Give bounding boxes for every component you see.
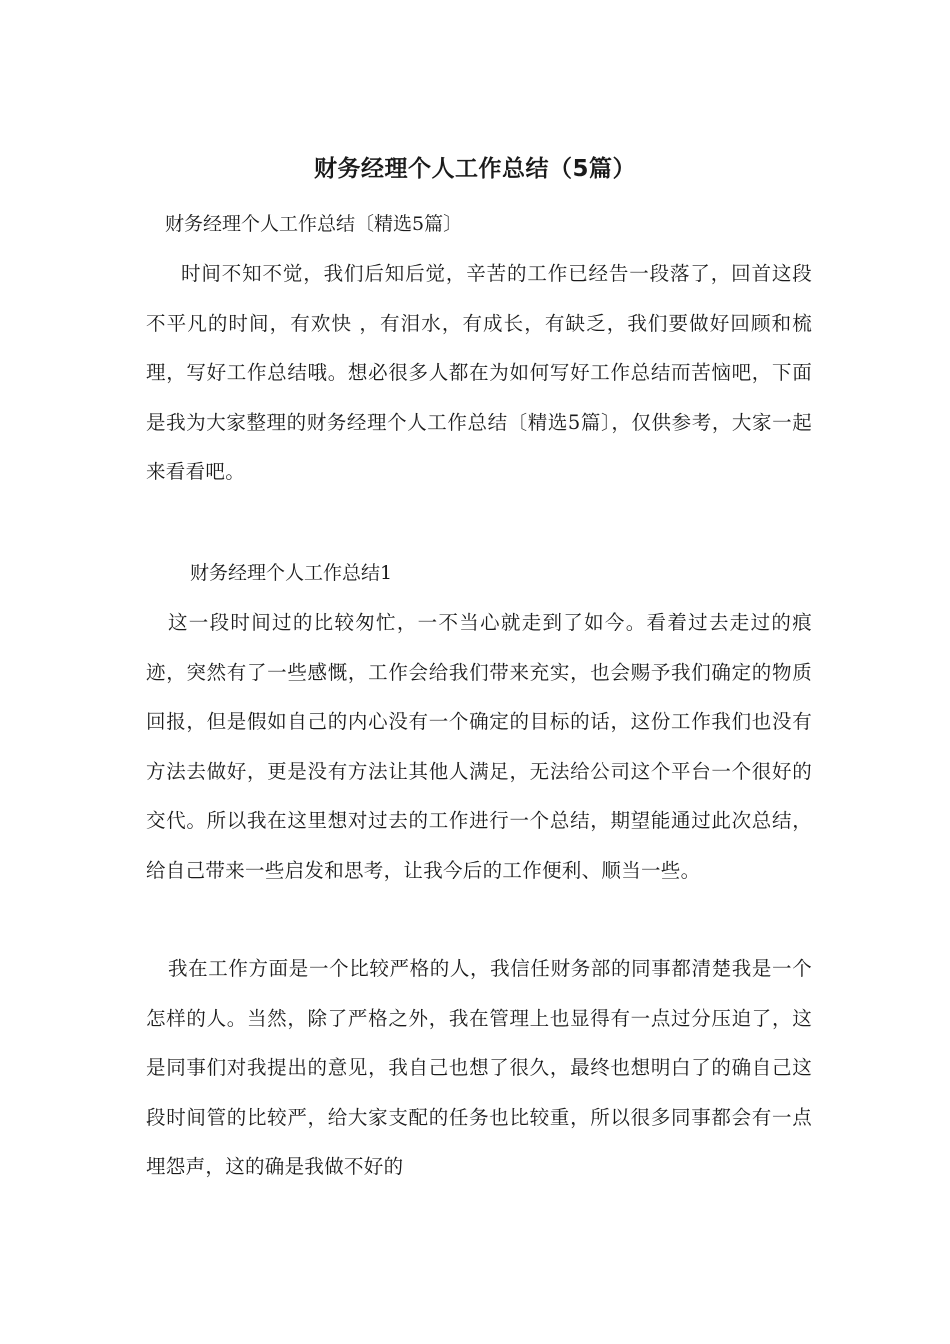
section-heading: 财务经理个人工作总结1	[190, 562, 393, 584]
document-title: 财务经理个人工作总结（5篇）	[313, 156, 636, 182]
body-paragraph: 我在工作方面是一个比较严格的人，我信任财务部的同事都清楚我是一个怎样的人。当然，除了严格之外，我在管理上也显得有一点过分压迫了，这是同事们对我提出的意见，我自己也想了很久，最终也想明白了的确自己这段时间管的比较严，给大家支配的任务也比较重，所以很多同事都会有一点埋怨声，这的确是我做不好的	[146, 957, 812, 1178]
intro-paragraph: 时间不知不觉，我们后知后觉，辛苦的工作已经告一段落了，回首这段不平凡的时间，有欢快 ，有泪水，有成长，有缺乏，我们要做好回顾和梳理，写好工作总结哦。想必很多人都在为如何写好工作总结而苦恼吧，下面是我为大家整理的财务经理个人工作总结〔精选5篇〕，仅供参考，大家一起来看看吧。	[146, 262, 812, 483]
document-subtitle: 财务经理个人工作总结〔精选5篇〕	[165, 213, 463, 235]
body-paragraph: 这一段时间过的比较匆忙，一不当心就走到了如今。看着过去走过的痕迹，突然有了一些感慨，工作会给我们带来充实，也会赐予我们确定的物质回报，但是假如自己的内心没有一个确定的目标的话，这份工作我们也没有方法去做好，更是没有方法让其他人满足，无法给公司这个平台一个很好的交代。所以我在这里想对过去的工作进行一个总结，期望能通过此次总结，给自己带来一些启发和思考，让我今后的工作便利、顺当一些。	[146, 611, 812, 882]
